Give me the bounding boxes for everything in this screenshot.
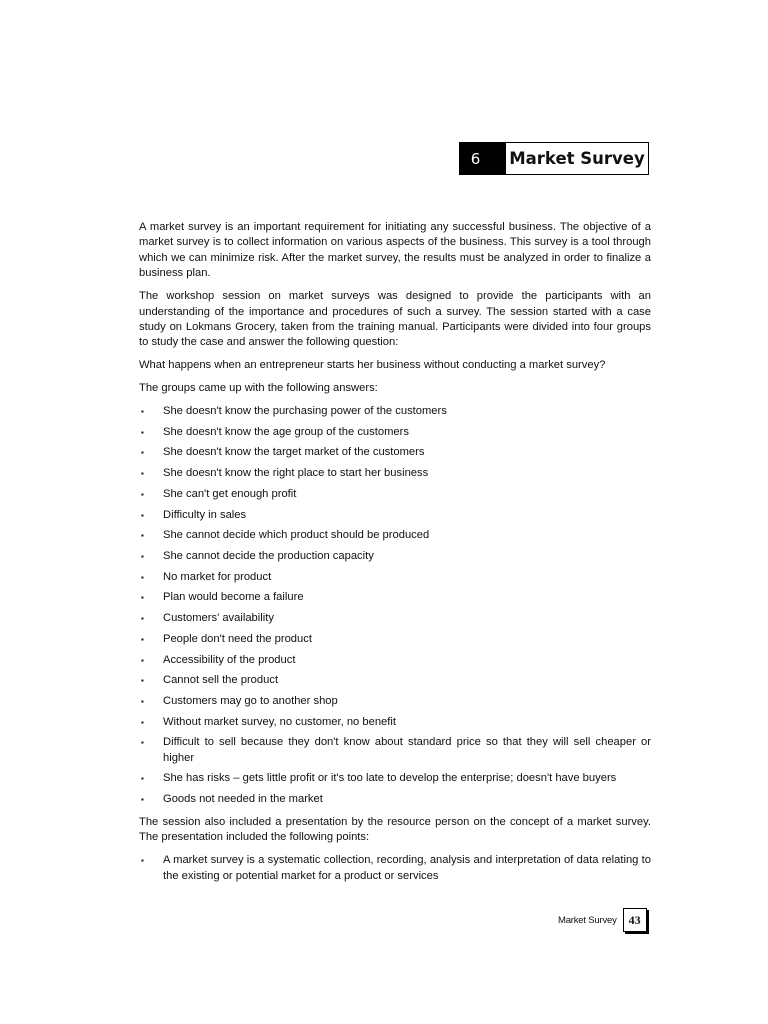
- bullet-icon: ▪: [141, 717, 144, 727]
- bullet-icon: ▪: [141, 774, 144, 784]
- answer-item: [139, 653, 651, 668]
- answer-item: [139, 404, 651, 419]
- bullet-icon: ▪: [141, 696, 144, 706]
- bullet-icon: ▪: [141, 551, 144, 561]
- list-item-text: She doesn't know the purchasing power of the customers: [163, 405, 447, 418]
- bullet-icon: ▪: [141, 676, 144, 686]
- presentation-paragraph: The session also included a presentation by the resource person on the concept of a market survey. The presentation included the following points:: [139, 816, 651, 844]
- question-paragraph: What happens when an entrepreneur starts her business without conducting a market survey?: [139, 359, 606, 372]
- list-item-text: Difficulty in sales: [163, 508, 247, 521]
- bullet-icon: ▪: [141, 593, 144, 603]
- list-item-text: She doesn't know the target market of the customers: [163, 446, 425, 459]
- answer-item: [139, 549, 651, 564]
- list-item-text: People don't need the product: [163, 632, 312, 645]
- answer-item: [139, 715, 651, 730]
- bullet-icon: ▪: [141, 795, 144, 805]
- chapter-divider: [492, 142, 506, 175]
- list-item-text: She has risks – gets little profit or it's too late to develop the enterprise; doesn't have buyers: [163, 772, 617, 785]
- list-item-text: Without market survey, no customer, no benefit: [163, 715, 396, 728]
- workshop-paragraph: The workshop session on market surveys was designed to provide the participants with an understanding of the importance and procedures of such a survey. The session started with a case study on Lokmans Grocery, taken from the training manual. Participants were divided into four groups to study the case and answer the following question:: [139, 290, 651, 349]
- list-item-text: She doesn't know the right place to start her business: [163, 467, 429, 480]
- bullet-icon: ▪: [141, 856, 144, 866]
- bullet-icon: ▪: [141, 489, 144, 499]
- answer-item: [139, 611, 651, 626]
- list-item-text: No market for product: [163, 570, 272, 583]
- list-item-text: Goods not needed in the market: [163, 793, 323, 806]
- list-item-text: She doesn't know the age group of the customers: [163, 425, 409, 438]
- page-body: [139, 220, 651, 892]
- answers-list: [139, 404, 651, 807]
- list-item-text: Customers' availability: [163, 612, 274, 625]
- answer-item: [139, 673, 651, 688]
- list-item-text: Cannot sell the product: [163, 674, 279, 687]
- answer-item: [139, 632, 651, 647]
- answer-item: [139, 425, 651, 440]
- answers-intro: The groups came up with the following answers:: [139, 382, 378, 395]
- chapter-number: 6: [459, 142, 492, 175]
- answer-item: [139, 508, 651, 523]
- bullet-icon: ▪: [141, 634, 144, 644]
- answer-item: [139, 445, 651, 460]
- answer-item: [139, 792, 651, 807]
- list-item-text: A market survey is a systematic collection, recording, analysis and interpretation of data relating to the existing or potential market for a product or services: [163, 854, 651, 882]
- chapter-title: Market Survey: [506, 142, 649, 175]
- list-item-text: She cannot decide which product should be produced: [163, 529, 430, 542]
- chapter-header: [459, 142, 649, 175]
- bullet-icon: ▪: [141, 738, 144, 748]
- list-item-text: Plan would become a failure: [163, 591, 304, 604]
- answer-item: [139, 590, 651, 605]
- list-item-text: Customers may go to another shop: [163, 694, 338, 707]
- bullet-icon: ▪: [141, 655, 144, 665]
- answer-item: [139, 570, 651, 585]
- presentation-points-list: [139, 853, 651, 884]
- list-item-text: She cannot decide the production capacity: [163, 549, 374, 562]
- answer-item: [139, 466, 651, 481]
- bullet-icon: ▪: [141, 510, 144, 520]
- list-item-text: Accessibility of the product: [163, 653, 296, 666]
- bullet-icon: ▪: [141, 469, 144, 479]
- bullet-icon: ▪: [141, 407, 144, 417]
- footer-label: Market Survey: [558, 914, 617, 926]
- bullet-icon: ▪: [141, 427, 144, 437]
- answer-item: [139, 487, 651, 502]
- list-item-text: She can't get enough profit: [163, 487, 297, 500]
- intro-paragraph: A market survey is an important requirement for initiating any successful business. The objective of a market survey is to collect information on various aspects of the business. This survey is a tool through which we can minimize risk. After the market survey, the results must be analyzed in order to finalize a business plan.: [139, 221, 651, 280]
- page-number: 43: [623, 908, 647, 932]
- answer-item: [139, 735, 651, 766]
- bullet-icon: ▪: [141, 448, 144, 458]
- answer-item: [139, 528, 651, 543]
- answer-item: [139, 771, 651, 786]
- bullet-icon: ▪: [141, 531, 144, 541]
- list-item-text: Difficult to sell because they don't know about standard price so that they will sell cheaper or higher: [163, 736, 651, 764]
- bullet-icon: ▪: [141, 614, 144, 624]
- presentation-point: [139, 853, 651, 884]
- bullet-icon: ▪: [141, 572, 144, 582]
- answer-item: [139, 694, 651, 709]
- page-footer: [558, 908, 647, 932]
